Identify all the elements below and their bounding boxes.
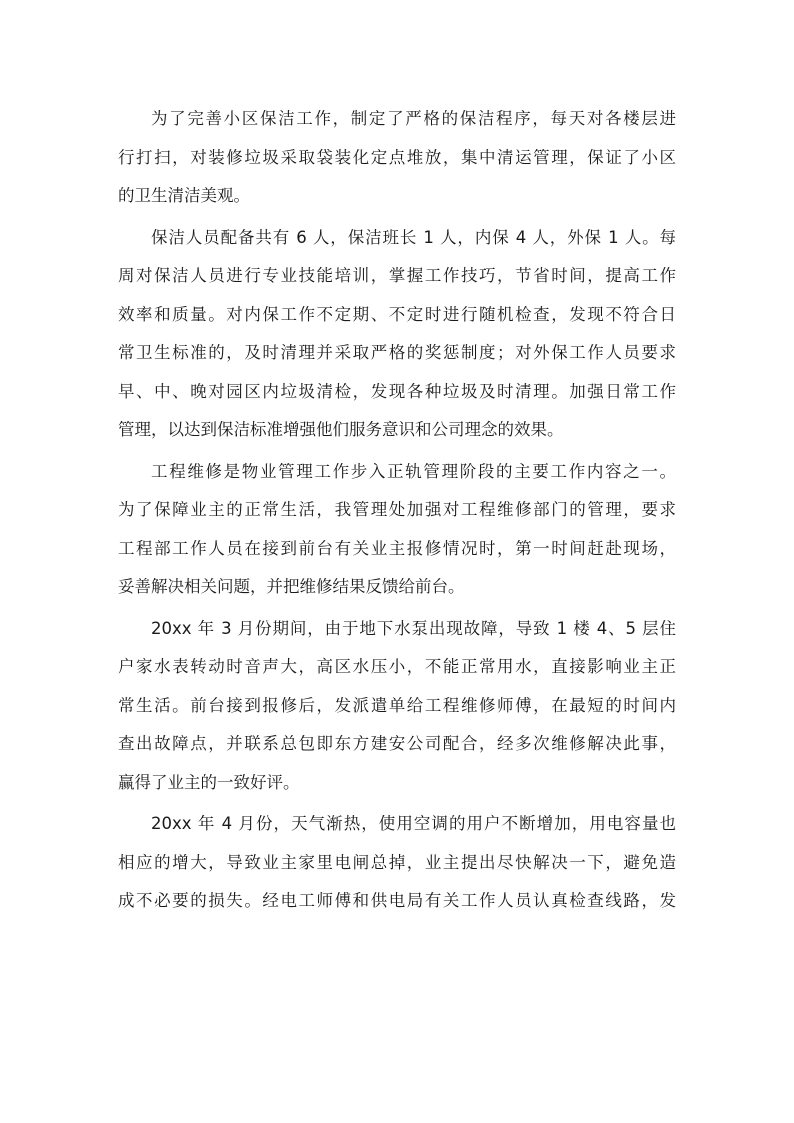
text-line: 相应的增大，导致业主家里电闸总掉，业主提出尽快解决一下，避免造 <box>118 852 676 872</box>
text-line: 早、中、晚对园区内垃圾清检，发现各种垃圾及时清理。加强日常工作 <box>118 381 676 401</box>
paragraph <box>118 100 676 216</box>
text-line: 为了完善小区保洁工作，制定了严格的保洁程序，每天对各楼层进 <box>151 109 676 128</box>
text-line: 为了保障业主的正常生活，我管理处加强对工程维修部门的管理，要求 <box>118 500 676 519</box>
text-line: 20xx 年 4 月份，天气渐热，使用空调的用户不断增加，用电容量也 <box>151 814 676 833</box>
paragraph <box>118 453 676 607</box>
text-line: 管理，以达到保洁标准增强他们服务意识和公司理念的效果。 <box>118 420 564 439</box>
paragraph <box>118 219 676 450</box>
text-line: 查出故障点，并联系总包即东方建安公司配合，经多次维修解决此事， <box>118 734 676 753</box>
text-line: 行打扫，对装修垃圾采取袋装化定点堆放，集中清运管理，保证了小区 <box>118 147 676 167</box>
text-line: 成不必要的损失。经电工师傅和供电局有关工作人员认真检查线路，发 <box>118 891 676 910</box>
text-line: 户家水表转动时音声大，高区水压小，不能正常用水，直接影响业主正 <box>118 657 676 676</box>
text-line: 赢得了业主的一致好评。 <box>118 772 300 792</box>
text-line: 工程部工作人员在接到前台有关业主报修情况时，第一时间赶赴现场， <box>118 538 676 558</box>
text-line: 的卫生清洁美观。 <box>118 186 250 205</box>
text-line: 效率和质量。对内保工作不定期、不定时进行随机检查，发现不符合日 <box>118 304 676 324</box>
text-line: 常卫生标准的，及时清理并采取严格的奖惩制度；对外保工作人员要求 <box>118 343 676 362</box>
paragraph <box>118 610 676 803</box>
text-line: 周对保洁人员进行专业技能培训，掌握工作技巧，节省时间，提高工作 <box>118 266 676 285</box>
document-page <box>118 100 676 924</box>
text-line: 20xx 年 3 月份期间，由于地下水泵出现故障，导致 1 楼 4、5 层住 <box>151 618 676 638</box>
text-line: 妥善解决相关问题，并把维修结果反馈给前台。 <box>118 577 465 596</box>
paragraph <box>118 805 676 921</box>
text-line: 保洁人员配备共有 6 人，保洁班长 1 人，内保 4 人，外保 1 人。每 <box>151 227 676 247</box>
text-line: 工程维修是物业管理工作步入正轨管理阶段的主要工作内容之一。 <box>151 461 676 481</box>
text-line: 常生活。前台接到报修后，发派遣单给工程维修师傅，在最短的时间内 <box>118 695 676 715</box>
